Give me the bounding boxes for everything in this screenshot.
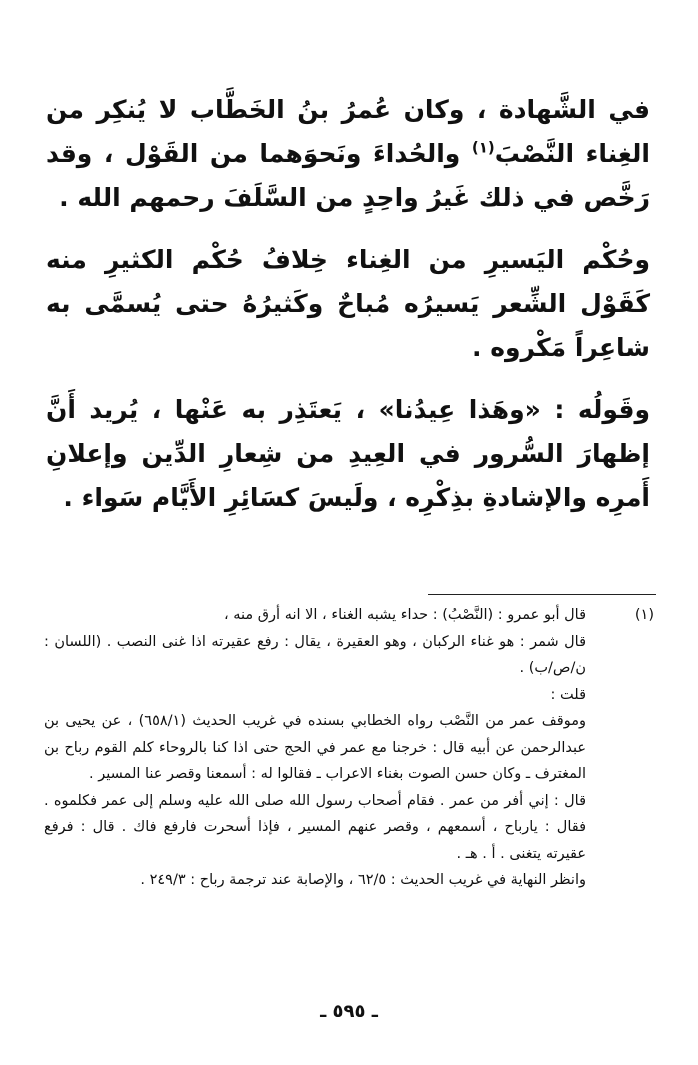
paragraph-1: [46, 88, 650, 220]
footnote-line: قال شمر : هو غناء الركبان ، وهو العقيرة ، يقال : رفع عقيرته اذا غنى النصب . (اللسان : ن/ص/ب) .: [44, 633, 586, 676]
footnote-number: (١): [634, 607, 654, 623]
paragraph-3: وقَولُه : «وهَذا عِيدُنا» ، يَعتَذِر به عَنْها ، يُريد أَنَّ إظهارَ السُّرور في العِيدِ من شِعارِ الدِّين وإعلانِ أَمرِه والإشادةِ بذِكْرِه ، ولَيسَ كسَائِرِ الأَيَّام سَواء .: [46, 395, 650, 512]
footnote-body: [44, 602, 586, 894]
paragraph-1-continuation: والحُداءَ ونَحوَهما من القَوْل ، وقد رَخَّص في ذلك غَيرُ واحِدٍ من السَّلَفَ رحمهم الله .: [46, 139, 650, 212]
page-number: ـ ٥٩٥ ـ: [320, 1001, 378, 1022]
paragraph-2: وحُكْم اليَسيرِ من الغِناء خِلافُ حُكْم الكثيرِ منه كَقَوْل الشِّعر يَسيرُه مُباحٌ وكَثيرُهُ حتى يُسمَّى به شاعِراً مَكْروه .: [46, 245, 650, 362]
footnote-line: وانظر النهاية في غريب الحديث : ٦٢/٥ ، والإصابة عند ترجمة رباح : ٢٤٩/٣ .: [140, 872, 586, 888]
footnote-line: قال أبو عمرو : (النَّصْبُ) : حداء يشبه الغناء ، الا انه أرق منه ،: [223, 607, 586, 623]
footnotes-section: [44, 602, 654, 894]
paragraph-1-text: في الشَّهادة ، وكان عُمرُ بنُ الخَطَّاب لا يُنكِر من الغِناء النَّصْبَ: [46, 95, 651, 168]
footnote-reference[interactable]: (١): [471, 138, 495, 157]
footnote-separator: [428, 594, 656, 595]
footnote-line: وموقف عمر من النَّصْب رواه الخطابي بسنده في غريب الحديث (٦٥٨/١) ، عن يحيى بن عبدالرحمن عن أبيه قال : خرجنا مع عمر في الحج حتى اذا كنا بالروحاء كلم القوم رباح بن المغترف ـ وكان حسن الصوت بغناء الاعراب ـ فقالوا له : أسمعنا وقصر عنا المسير .: [44, 713, 586, 782]
footnote-line: قلت :: [550, 686, 586, 703]
footnote-line: قال : إني أفر من عمر . فقام أصحاب رسول الله صلى الله عليه وسلم إلى عمر فكلموه . فقال : يارباح ، أسمعهم ، وقصر عنهم المسير ، فإذا أسحرت فارفع فاك . قال : فرفع عقيرته يتغنى . أ . هـ .: [44, 792, 586, 862]
main-text-body: [46, 88, 650, 538]
